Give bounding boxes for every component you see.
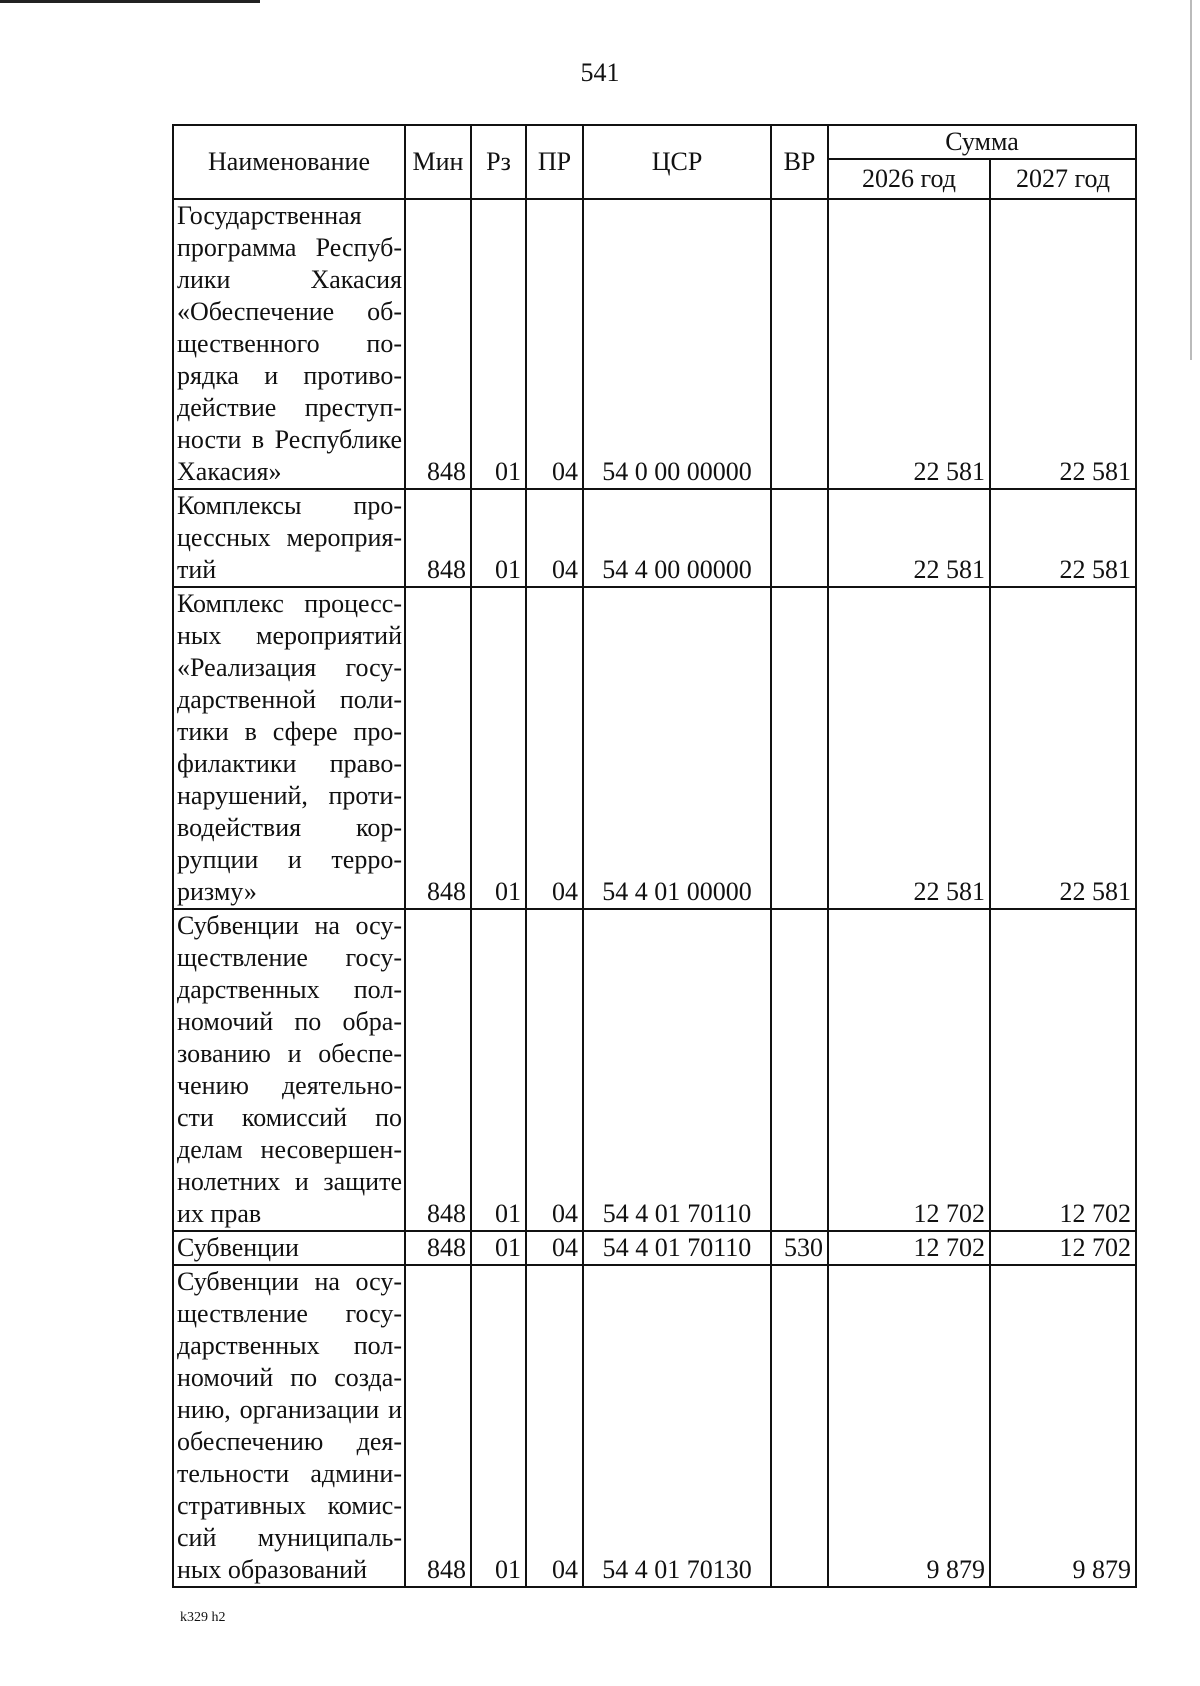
table-row xyxy=(173,587,1136,909)
row-sum-2026: 22 581 xyxy=(828,199,990,489)
row-pr: 04 xyxy=(526,489,583,587)
row-min: 848 xyxy=(405,909,471,1231)
header-row-top xyxy=(173,125,1136,159)
row-pr: 04 xyxy=(526,199,583,489)
row-vr xyxy=(771,909,828,1231)
row-sum-2026: 12 702 xyxy=(828,1231,990,1265)
row-sum-2026: 22 581 xyxy=(828,587,990,909)
row-min: 848 xyxy=(405,489,471,587)
row-min: 848 xyxy=(405,1265,471,1587)
row-rz: 01 xyxy=(471,909,526,1231)
row-min: 848 xyxy=(405,587,471,909)
row-sum-2026: 9 879 xyxy=(828,1265,990,1587)
header-year-2027: 2027 год xyxy=(990,159,1136,199)
table-row xyxy=(173,199,1136,489)
header-csr: ЦСР xyxy=(583,125,771,199)
row-rz: 01 xyxy=(471,1231,526,1265)
row-rz: 01 xyxy=(471,587,526,909)
row-sum-2026: 12 702 xyxy=(828,909,990,1231)
row-name: Комплексы процессных мероприятий xyxy=(173,489,405,587)
row-csr: 54 4 00 00000 xyxy=(583,489,771,587)
row-csr: 54 4 01 00000 xyxy=(583,587,771,909)
row-pr: 04 xyxy=(526,909,583,1231)
row-name: Комплекс процессных мероприятий «Реализация государственной политики в сфере профилактики правонарушений, противодействия коррупции и терроризму» xyxy=(173,587,405,909)
row-pr: 04 xyxy=(526,1265,583,1587)
row-csr: 54 4 01 70130 xyxy=(583,1265,771,1587)
budget-table xyxy=(172,124,1137,1588)
footer-document-code: k329 h2 xyxy=(180,1610,226,1625)
row-csr: 54 4 01 70110 xyxy=(583,909,771,1231)
row-rz: 01 xyxy=(471,1265,526,1587)
row-rz: 01 xyxy=(471,199,526,489)
row-sum-2027: 22 581 xyxy=(990,587,1136,909)
row-csr: 54 4 01 70110 xyxy=(583,1231,771,1265)
row-sum-2027: 12 702 xyxy=(990,909,1136,1231)
scan-edge-mark-right xyxy=(1190,0,1192,360)
row-min: 848 xyxy=(405,1231,471,1265)
table-row xyxy=(173,909,1136,1231)
row-vr xyxy=(771,587,828,909)
row-vr xyxy=(771,489,828,587)
row-pr: 04 xyxy=(526,1231,583,1265)
header-pr: ПР xyxy=(526,125,583,199)
row-vr xyxy=(771,199,828,489)
row-name: Государственная программа Республики Хакасия «Обеспечение общественного порядка и противодействие преступности в Республике Хакасия» xyxy=(173,199,405,489)
table-row xyxy=(173,1265,1136,1587)
row-name: Субвенции на осуществление государственных полномочий по образованию и обеспечению деятельности комиссий по делам несовершеннолетних и защите их прав xyxy=(173,909,405,1231)
table-row xyxy=(173,489,1136,587)
scan-edge-mark xyxy=(0,0,260,3)
row-sum-2027: 9 879 xyxy=(990,1265,1136,1587)
header-vr: ВР xyxy=(771,125,828,199)
row-vr: 530 xyxy=(771,1231,828,1265)
page-number: 541 xyxy=(580,58,620,87)
header-rz: Рз xyxy=(471,125,526,199)
row-csr: 54 0 00 00000 xyxy=(583,199,771,489)
table-row xyxy=(173,1231,1136,1265)
row-sum-2026: 22 581 xyxy=(828,489,990,587)
row-vr xyxy=(771,1265,828,1587)
header-min: Мин xyxy=(405,125,471,199)
header-sum: Сумма xyxy=(828,125,1136,159)
row-sum-2027: 22 581 xyxy=(990,199,1136,489)
row-rz: 01 xyxy=(471,489,526,587)
header-year-2026: 2026 год xyxy=(828,159,990,199)
row-name: Субвенции xyxy=(173,1231,405,1265)
row-pr: 04 xyxy=(526,587,583,909)
row-sum-2027: 22 581 xyxy=(990,489,1136,587)
row-name: Субвенции на осуществление государственных полномочий по созданию, организации и обеспечению деятельности административных комиссий муниципальных образований xyxy=(173,1265,405,1587)
row-sum-2027: 12 702 xyxy=(990,1231,1136,1265)
row-min: 848 xyxy=(405,199,471,489)
header-name: Наименование xyxy=(173,125,405,199)
